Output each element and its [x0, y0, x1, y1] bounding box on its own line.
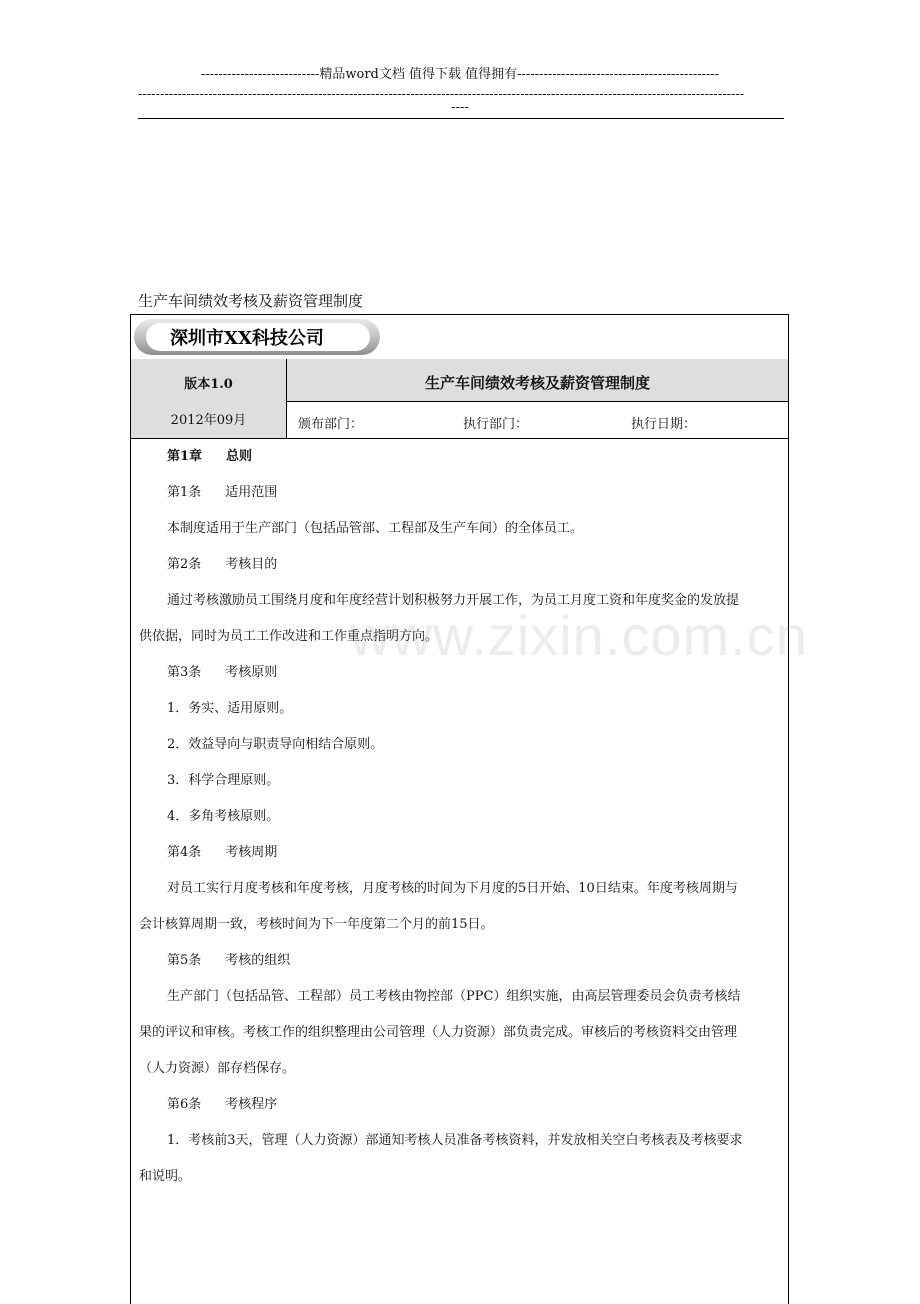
policy-form [130, 314, 789, 1304]
paragraph: 1．考核前3天，管理（人力资源）部通知考核人员准备考核资料，并发放相关空白考核表及考核要求 [167, 1133, 743, 1148]
article-heading [139, 943, 780, 979]
version-date: 2012年09月 [170, 413, 247, 428]
article-heading [139, 547, 780, 583]
article-name: 适用范围 [225, 485, 278, 500]
article-heading [139, 1087, 780, 1123]
article-number: 第6条 [167, 1097, 202, 1112]
article-name: 考核的组织 [225, 953, 291, 968]
executing-department-label: 执行部门： [463, 417, 529, 432]
page-header-dashes-end: ---- [451, 100, 469, 115]
list-item: 4．多角考核原则。 [167, 809, 280, 824]
header-rule [138, 118, 784, 119]
paragraph: 通过考核激励员工围绕月度和年度经营计划积极努力开展工作，为员工月度工资和年度奖金的发放提 [167, 593, 740, 608]
watermark-text: www.zixin.com.cn [350, 604, 808, 667]
paragraph-continued: 会计核算周期一致，考核时间为下一年度第二个月的前15日。 [139, 917, 494, 932]
paragraph-continued: （人力资源）部存档保存。 [139, 1061, 296, 1076]
form-title-cell [287, 359, 788, 402]
paragraph: 对员工实行月度考核和年度考核，月度考核的时间为下月度的5日开始、10日结束。年度考核周期与 [167, 881, 738, 896]
version-cell [131, 359, 287, 438]
list-item: 3．科学合理原则。 [167, 773, 280, 788]
company-banner-row [131, 315, 788, 360]
execution-date-label: 执行日期： [631, 417, 697, 432]
policy-body [131, 439, 788, 1195]
chapter-heading [139, 439, 780, 475]
paragraph: 生产部门（包括品管、工程部）员工考核由物控部（PPC）组织实施，由高层管理委员会负责考核结 [167, 989, 741, 1004]
article-name: 考核程序 [225, 1097, 278, 1112]
page-header-dashes: ------------------------------------------------------------------------------------------------------------------------------------------ [138, 87, 745, 102]
version-label: 版本1.0 [184, 377, 233, 392]
article-name: 考核原则 [225, 665, 278, 680]
list-item: 2．效益导向与职责导向相结合原则。 [167, 737, 384, 752]
paragraph-continued: 果的评议和审核。考核工作的组织整理由公司管理（人力资源）部负责完成。审核后的考核资料交由管理 [139, 1025, 738, 1040]
paragraph-continued: 供依据，同时为员工工作改进和工作重点指明方向。 [139, 629, 439, 644]
page-header-line: ---------------------------精品word文档 值得下载 值得拥有---------------------------------------------- [200, 67, 720, 82]
company-name: 深圳市XX科技公司 [170, 328, 324, 349]
article-heading [139, 835, 780, 871]
chapter-number: 第1章 [167, 449, 203, 464]
article-number: 第5条 [167, 953, 202, 968]
article-number: 第4条 [167, 845, 202, 860]
list-item: 1．务实、适用原则。 [167, 701, 293, 716]
form-header-row [131, 359, 788, 439]
company-logo-badge [134, 319, 380, 355]
article-heading [139, 475, 780, 511]
document-title: 生产车间绩效考核及薪资管理制度 [138, 292, 364, 310]
chapter-name: 总则 [226, 449, 253, 464]
paragraph: 本制度适用于生产部门（包括品管部、工程部及生产车间）的全体员工。 [167, 521, 584, 536]
article-name: 考核目的 [225, 557, 278, 572]
article-number: 第3条 [167, 665, 202, 680]
article-name: 考核周期 [225, 845, 278, 860]
article-number: 第1条 [167, 485, 202, 500]
issuing-department-label: 颁布部门： [298, 417, 364, 432]
form-title: 生产车间绩效考核及薪资管理制度 [424, 374, 650, 392]
article-number: 第2条 [167, 557, 202, 572]
paragraph-continued: 和说明。 [139, 1169, 192, 1184]
